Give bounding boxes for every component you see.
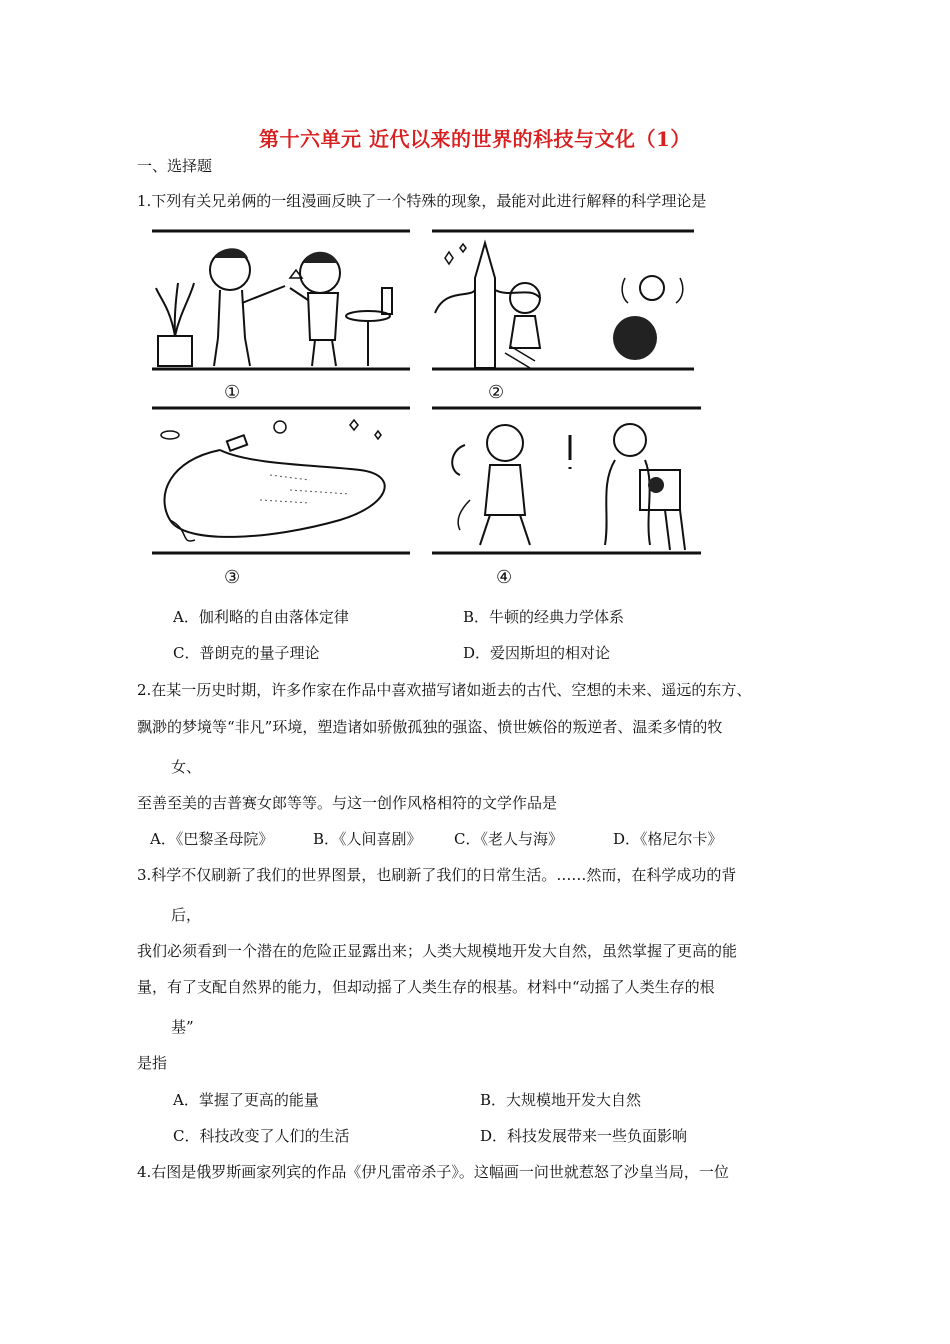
q2-line-3: 女、	[171, 758, 202, 776]
panel-label-3: ③	[224, 567, 241, 588]
q2-line-1: 2.在某一历史时期，许多作家在作品中喜欢描写诸如逝去的古代、空想的未来、遥远的东方、	[137, 681, 752, 699]
q3-line-4: 量，有了支配自然界的能力，但却动摇了人类生存的根基。材料中“动摇了人类生存的根	[137, 978, 715, 996]
section-heading: 一、选择题	[137, 157, 213, 175]
q2-line-4: 至善至美的吉普赛女郎等等。与这一创作风格相符的文学作品是	[137, 794, 558, 812]
q3-option-d[interactable]: D．科技发展带来一些负面影响	[480, 1127, 688, 1145]
q1-option-a[interactable]: A．伽利略的自由落体定律	[173, 608, 349, 626]
q3-option-a[interactable]: A．掌握了更高的能量	[173, 1091, 319, 1109]
panel-label-1: ①	[224, 382, 241, 403]
q2-line-2: 飘渺的梦境等“非凡”环境，塑造诸如骄傲孤独的强盗、愤世嫉俗的叛逆者、温柔多情的牧	[137, 718, 723, 736]
q3-line-6: 是指	[137, 1054, 168, 1072]
q3-line-3: 我们必须看到一个潜在的危险正显露出来；人类大规模地开发大自然，虽然掌握了更高的能	[137, 942, 738, 960]
q2-option-d[interactable]: D．《格尼尔卡》	[613, 830, 723, 848]
q3-line-2: 后，	[171, 906, 202, 924]
q2-option-a[interactable]: A．《巴黎圣母院》	[150, 830, 274, 848]
panel-label-4: ④	[496, 567, 513, 588]
comic-panel-4	[430, 405, 703, 557]
comic-rocket-drawing	[430, 228, 696, 373]
comic-space-orbit-drawing	[150, 405, 412, 557]
q1-option-c[interactable]: C．普朗克的量子理论	[173, 644, 320, 662]
comic-panel-1	[150, 228, 412, 373]
panel-label-2: ②	[488, 382, 505, 403]
q1-stem: 1.下列有关兄弟俩的一组漫画反映了一个特殊的现象，最能对此进行解释的科学理论是	[137, 192, 707, 210]
comic-panel-2	[430, 228, 696, 373]
q1-option-b[interactable]: B．牛顿的经典力学体系	[463, 608, 625, 626]
comic-return-drawing	[430, 405, 703, 557]
q3-option-c[interactable]: C．科技改变了人们的生活	[173, 1127, 350, 1145]
document-title: 第十六单元 近代以来的世界的科技与文化（1）	[259, 127, 691, 151]
q2-option-c[interactable]: C．《老人与海》	[454, 830, 563, 848]
q1-option-d[interactable]: D．爱因斯坦的相对论	[463, 644, 611, 662]
q4-line-1: 4.右图是俄罗斯画家列宾的作品《伊凡雷帝杀子》。这幅画一问世就惹怒了沙皇当局，一位	[137, 1163, 729, 1181]
comic-panel-3	[150, 405, 412, 557]
q2-option-b[interactable]: B．《人间喜剧》	[313, 830, 422, 848]
q3-option-b[interactable]: B．大规模地开发大自然	[480, 1091, 642, 1109]
comic-toast-drawing	[150, 228, 412, 373]
q3-line-1: 3.科学不仅刷新了我们的世界图景，也刷新了我们的日常生活。……然而，在科学成功的背	[137, 866, 737, 884]
q3-line-5: 基”	[171, 1018, 194, 1036]
